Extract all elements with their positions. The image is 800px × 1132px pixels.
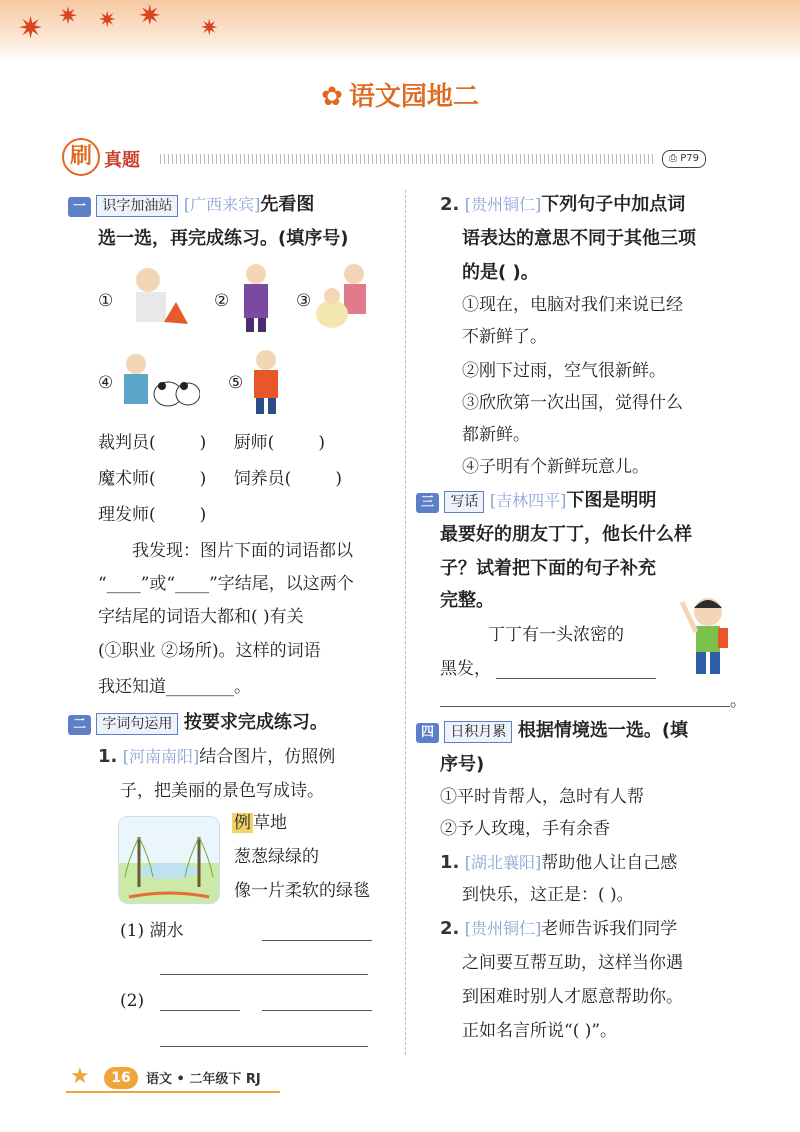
s3-header: 三 写话 [吉林四平]下图是明明 <box>416 490 656 513</box>
flower-icon: ✿ <box>321 82 343 112</box>
s4-tag: 日积月累 <box>444 721 512 743</box>
column-divider <box>405 190 406 1055</box>
s3-sentence: 黑发， <box>440 659 491 679</box>
star-icon: ★ <box>70 1064 90 1089</box>
q2-line: 的是( )。 <box>462 262 539 283</box>
s4-q1: 1. [湖北襄阳]帮助他人让自己感 <box>440 852 678 873</box>
pic-label: ④ <box>98 373 114 393</box>
referee-picture <box>118 262 190 334</box>
answer-line[interactable] <box>440 706 730 707</box>
s4-q1-line: 到快乐，这正是：( )。 <box>462 885 634 905</box>
answer-line[interactable] <box>160 974 368 975</box>
example: 例 草地 <box>234 813 287 833</box>
s4-line: 序号) <box>440 754 485 775</box>
answer-line[interactable] <box>262 1010 372 1011</box>
s2-intro: 按要求完成练习。 <box>183 712 328 733</box>
s4-option: ①平时肯帮人，急时有人帮 <box>440 787 644 807</box>
s3-tag: 写话 <box>444 491 484 513</box>
page-reference: ⎙ P79 <box>662 150 706 168</box>
maple-leaf-icon: ✷ <box>18 11 44 46</box>
s2-number: 二 <box>68 715 91 735</box>
q2-option: ①现在，电脑对我们来说已经 <box>462 295 683 315</box>
discover-line: 我发现：图片下面的词语都以 <box>132 541 353 561</box>
discover-line: 字结尾的词语大都和( )有关 <box>98 607 304 627</box>
section-title: 真题 <box>104 150 140 171</box>
pic-label: ② <box>214 291 230 311</box>
q2-option: ④子明有个新鲜玩意儿。 <box>462 457 649 477</box>
s4-option: ②予人玫瑰，手有余香 <box>440 819 610 839</box>
s3-number: 三 <box>416 493 439 513</box>
answer-line[interactable] <box>262 940 372 941</box>
s1-source: [广西来宾] <box>183 195 261 214</box>
s4-q2: 2. [贵州铜仁]老师告诉我们同学 <box>440 918 678 939</box>
section-label: 刷 <box>62 138 100 176</box>
s1-instruction: 选一选，再完成练习。(填序号) <box>98 228 349 249</box>
answer-line[interactable] <box>160 1010 240 1011</box>
page-number: 16 <box>104 1067 138 1089</box>
s1-number: 一 <box>68 197 91 217</box>
s2-tag: 字词句运用 <box>96 713 178 735</box>
discover-line: (①职业 ②场所)。这样的词语 <box>98 641 321 661</box>
s1-tag: 识字加油站 <box>96 195 178 217</box>
s2-header <box>68 712 328 735</box>
maple-leaf-icon: ✷ <box>98 8 117 33</box>
q2-line: 语表达的意思不同于其他三项 <box>462 228 696 249</box>
pic-label: ③ <box>296 291 312 311</box>
q2: 2. [贵州铜仁]下列句子中加点词 <box>440 194 686 215</box>
s3-sentence: 丁丁有一头浓密的 <box>488 625 624 645</box>
job-row: 裁判员( ) 厨师( ) <box>98 433 325 453</box>
s3-end: 。 <box>730 691 747 711</box>
chef-picture <box>248 346 284 418</box>
q2-option: ③欣欣第一次出国，觉得什么 <box>462 393 683 413</box>
boy-picture <box>676 592 738 682</box>
answer-2-label: (2) <box>120 991 145 1011</box>
s4-header: 四 日积月累 根据情境选一选。(填 <box>416 720 688 743</box>
example-line: 像一片柔软的绿毯 <box>234 881 370 901</box>
job-row: 魔术师( ) 饲养员( ) <box>98 469 342 489</box>
s3-line: 子？试着把下面的句子补充 <box>440 558 656 579</box>
zookeeper-picture <box>118 350 200 412</box>
discover-line: “____”或“____”字结尾，以这两个 <box>98 574 354 594</box>
lake-picture <box>118 816 220 904</box>
answer-1-label: (1) 湖水 <box>120 921 184 941</box>
magician-picture <box>234 260 278 334</box>
s3-line: 完整。 <box>440 590 494 611</box>
barber-picture <box>316 262 376 334</box>
s1-header: 一 识字加油站 [广西来宾]先看图 <box>68 194 314 217</box>
example-line: 葱葱绿绿的 <box>234 847 319 867</box>
q2-option: 都新鲜。 <box>462 425 530 445</box>
s4-q2-line: 正如名言所说“( )”。 <box>462 1021 618 1041</box>
s3-line: 最要好的朋友丁丁，他长什么样 <box>440 524 692 545</box>
s4-q2-line: 到困难时别人才愿意帮助你。 <box>462 987 683 1007</box>
q2-option: 不新鲜了。 <box>462 327 547 347</box>
discover-line: 我还知道________。 <box>98 677 251 697</box>
maple-leaf-icon: ✷ <box>200 16 219 41</box>
dashed-divider <box>160 154 656 164</box>
answer-line[interactable] <box>160 1046 368 1047</box>
maple-leaf-icon: ✷ <box>138 0 162 32</box>
job-row: 理发师( ) <box>98 505 207 525</box>
top-banner <box>0 0 800 62</box>
pic-label: ⑤ <box>228 373 244 393</box>
s4-q2-line: 之间要互帮互助，这样当你遇 <box>462 953 683 973</box>
book-label: 语文 • 二年级下 RJ <box>146 1072 261 1087</box>
page-title: ✿ 语文园地二 <box>321 82 479 112</box>
q2-option: ②刚下过雨，空气很新鲜。 <box>462 361 666 381</box>
s4-number: 四 <box>416 723 439 743</box>
maple-leaf-icon: ✷ <box>58 2 79 30</box>
s2-q1: 1. [河南南阳]结合图片，仿照例 <box>98 746 336 767</box>
s2-q1-line: 子，把美丽的景色写成诗。 <box>120 781 324 801</box>
answer-line[interactable] <box>496 678 656 679</box>
pic-label: ① <box>98 291 114 311</box>
footer-rule <box>66 1091 280 1093</box>
